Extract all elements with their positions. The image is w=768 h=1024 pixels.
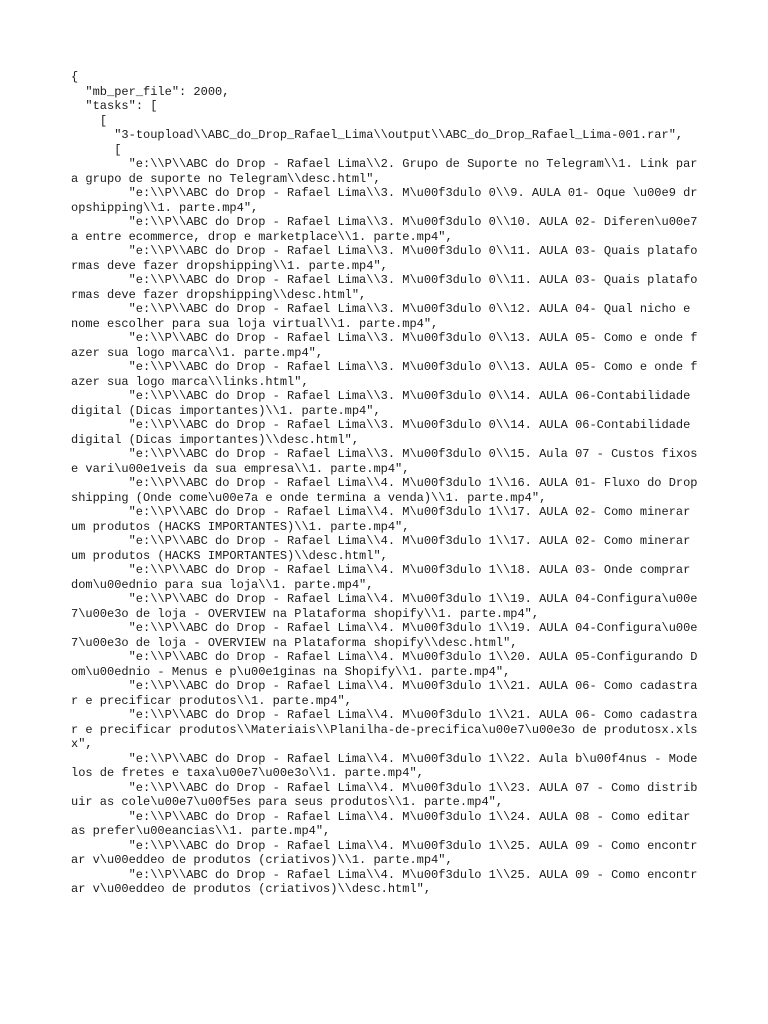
document-line: "e:\\P\\ABC do Drop - Rafael Lima\\4. M\u00f3dulo 1\\19. AULA 04-Configura\u00e7\u00e3o de loja - OVERVIEW na Plataforma shopify\\desc.html", <box>71 621 698 650</box>
document-line: "3-toupload\\ABC_do_Drop_Rafael_Lima\\output\\ABC_do_Drop_Rafael_Lima-001.rar", <box>71 128 684 142</box>
document-line: "e:\\P\\ABC do Drop - Rafael Lima\\3. M\u00f3dulo 0\\13. AULA 05- Como e onde fazer sua logo marca\\1. parte.mp4", <box>71 331 698 360</box>
document-line: "e:\\P\\ABC do Drop - Rafael Lima\\3. M\u00f3dulo 0\\13. AULA 05- Como e onde fazer sua logo marca\\links.html", <box>71 360 698 389</box>
document-line: "e:\\P\\ABC do Drop - Rafael Lima\\3. M\u00f3dulo 0\\11. AULA 03- Quais plataformas deve fazer dropshipping\\desc.html", <box>71 273 698 302</box>
document-line: "e:\\P\\ABC do Drop - Rafael Lima\\4. M\u00f3dulo 1\\18. AULA 03- Onde comprar dom\u00ednio para sua loja\\1. parte.mp4", <box>71 563 698 592</box>
document-line: "tasks": [ <box>71 99 158 113</box>
document-line: "e:\\P\\ABC do Drop - Rafael Lima\\4. M\u00f3dulo 1\\25. AULA 09 - Como encontrar v\u00eddeo de produtos (criativos)\\desc.html", <box>71 867 698 896</box>
json-document <box>71 70 705 897</box>
document-line: "e:\\P\\ABC do Drop - Rafael Lima\\4. M\u00f3dulo 1\\21. AULA 06- Como cadastrar e precificar produtos\\1. parte.mp4", <box>71 679 698 708</box>
document-line: "e:\\P\\ABC do Drop - Rafael Lima\\3. M\u00f3dulo 0\\10. AULA 02- Diferen\u00e7a entre ecommerce, drop e marketplace\\1. parte.mp4", <box>71 215 698 244</box>
document-line: "e:\\P\\ABC do Drop - Rafael Lima\\3. M\u00f3dulo 0\\11. AULA 03- Quais plataformas deve fazer dropshipping\\1. parte.mp4", <box>71 244 698 273</box>
document-line: "e:\\P\\ABC do Drop - Rafael Lima\\4. M\u00f3dulo 1\\23. AULA 07 - Como distribuir as cole\u00e7\u00f5es para seus produtos\\1. parte.mp4", <box>71 780 698 809</box>
document-line: "e:\\P\\ABC do Drop - Rafael Lima\\3. M\u00f3dulo 0\\12. AULA 04- Qual nicho e nome escolher para sua loja virtual\\1. parte.mp4", <box>71 302 698 331</box>
document-line: "e:\\P\\ABC do Drop - Rafael Lima\\4. M\u00f3dulo 1\\24. AULA 08 - Como editar as prefer\u00eancias\\1. parte.mp4", <box>71 809 698 838</box>
document-line: [ <box>71 113 108 128</box>
document-line: "e:\\P\\ABC do Drop - Rafael Lima\\4. M\u00f3dulo 1\\17. AULA 02- Como minerar um produtos (HACKS IMPORTANTES)\\desc.html", <box>71 534 698 563</box>
document-line: "e:\\P\\ABC do Drop - Rafael Lima\\4. M\u00f3dulo 1\\19. AULA 04-Configura\u00e7\u00e3o de loja - OVERVIEW na Plataforma shopify\\1. parte.mp4", <box>71 592 698 621</box>
document-line: "e:\\P\\ABC do Drop - Rafael Lima\\4. M\u00f3dulo 1\\25. AULA 09 - Como encontrar v\u00eddeo de produtos (criativos)\\1. parte.mp4", <box>71 838 698 867</box>
document-line: [ <box>71 142 122 157</box>
document-line: "e:\\P\\ABC do Drop - Rafael Lima\\4. M\u00f3dulo 1\\20. AULA 05-Configurando Dom\u00ednio - Menus e p\u00e1ginas na Shopify\\1. parte.mp4", <box>71 650 698 679</box>
document-line: "e:\\P\\ABC do Drop - Rafael Lima\\4. M\u00f3dulo 1\\17. AULA 02- Como minerar um produtos (HACKS IMPORTANTES)\\1. parte.mp4", <box>71 505 698 534</box>
document-line: "e:\\P\\ABC do Drop - Rafael Lima\\4. M\u00f3dulo 1\\21. AULA 06- Como cadastrar e precificar produtos\\Materiais\\Planilha-de-precifica\u00e7\u00e3o de produtosx.xlsx", <box>71 708 698 751</box>
document-line: "e:\\P\\ABC do Drop - Rafael Lima\\3. M\u00f3dulo 0\\14. AULA 06-Contabilidade digital (Dicas importantes)\\1. parte.mp4", <box>71 389 698 418</box>
document-line: "e:\\P\\ABC do Drop - Rafael Lima\\3. M\u00f3dulo 0\\15. Aula 07 - Custos fixos e vari\u00e1veis da sua empresa\\1. parte.mp4", <box>71 447 705 476</box>
document-line: "mb_per_file": 2000, <box>71 84 230 99</box>
document-line: "e:\\P\\ABC do Drop - Rafael Lima\\3. M\u00f3dulo 0\\9. AULA 01- Oque \u00e9 dropshipping\\1. parte.mp4", <box>71 186 698 215</box>
document-line: "e:\\P\\ABC do Drop - Rafael Lima\\4. M\u00f3dulo 1\\16. AULA 01- Fluxo do Dropshipping (Onde come\u00e7a e onde termina a venda)\\1. parte.mp4", <box>71 476 698 505</box>
document-line: "e:\\P\\ABC do Drop - Rafael Lima\\2. Grupo de Suporte no Telegram\\1. Link para grupo de suporte no Telegram\\desc.html", <box>71 157 698 186</box>
document-line: "e:\\P\\ABC do Drop - Rafael Lima\\4. M\u00f3dulo 1\\22. Aula b\u00f4nus - Modelos de fretes e taxa\u00e7\u00e3o\\1. parte.mp4", <box>71 751 698 780</box>
document-line: { <box>71 70 79 84</box>
document-line: "e:\\P\\ABC do Drop - Rafael Lima\\3. M\u00f3dulo 0\\14. AULA 06-Contabilidade digital (Dicas importantes)\\desc.html", <box>71 418 698 447</box>
